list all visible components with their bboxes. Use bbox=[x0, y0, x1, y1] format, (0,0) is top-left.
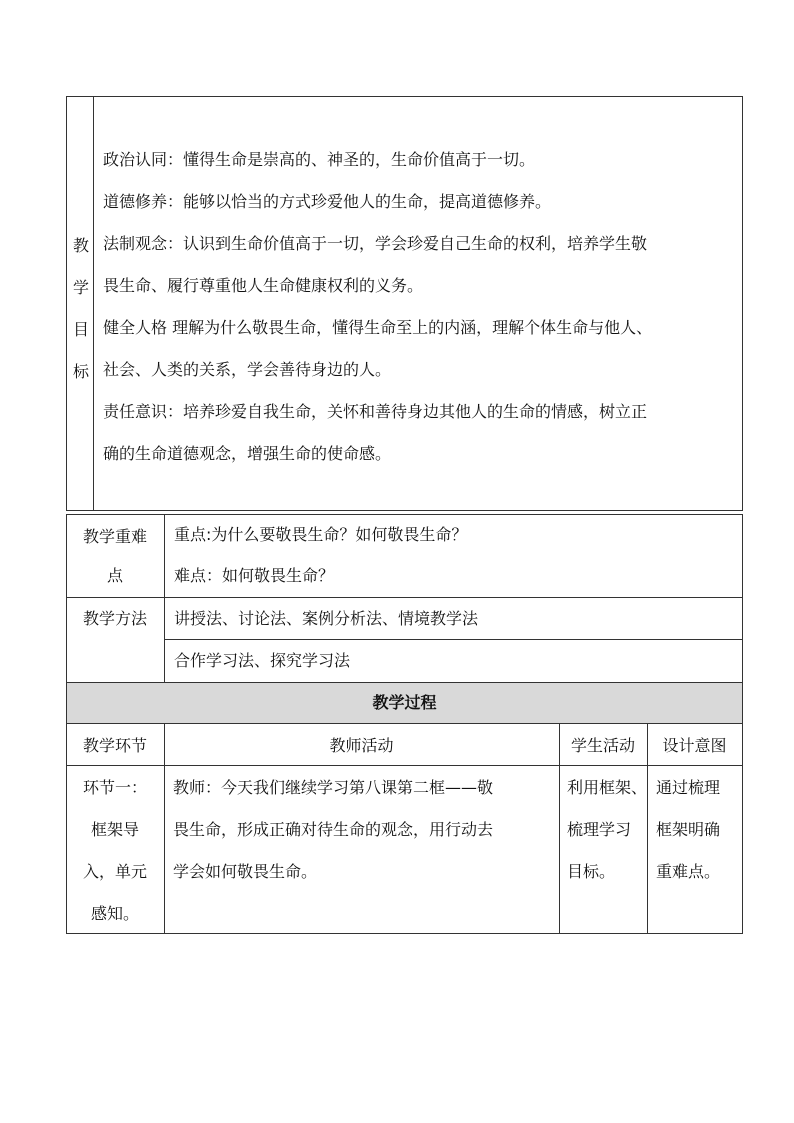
points-right-border bbox=[742, 514, 743, 683]
points-row-border bbox=[66, 597, 743, 598]
difficult-point-text: 难点：如何敬畏生命？ bbox=[174, 566, 335, 585]
method-label: 教学方法 bbox=[82, 609, 147, 628]
goals-label-char: 标 bbox=[72, 362, 89, 381]
method-line1: 讲授法、讨论法、案例分析法、情境教学法 bbox=[174, 609, 479, 628]
student-line: 梳理学习 bbox=[567, 820, 632, 839]
stage-line: 入，单元 bbox=[82, 862, 147, 881]
stage-line: 框架导 bbox=[90, 820, 139, 839]
intent-line: 框架明确 bbox=[656, 820, 721, 839]
teacher-line: 畏生命，形成正确对待生命的观念，用行动去 bbox=[173, 820, 494, 839]
difficulty-label-line1: 教学重难 bbox=[82, 527, 147, 546]
goal-line: 政治认同：懂得生命是崇高的、神圣的，生命价值高于一切。 bbox=[103, 150, 536, 169]
goal-line: 健全人格 理解为什么敬畏生命，懂得生命至上的内涵，理解个体生命与他人、 bbox=[103, 318, 653, 337]
difficulty-label-line2: 点 bbox=[106, 566, 123, 585]
stage-line: 环节一： bbox=[82, 778, 147, 797]
process-header-border bbox=[66, 765, 743, 766]
process-right-border bbox=[742, 682, 743, 934]
goal-line: 责任意识：培养珍爱自我生命，关怀和善待身边其他人的生命的情感，树立正 bbox=[103, 402, 648, 421]
student-line: 目标。 bbox=[567, 862, 616, 881]
goals-label-char: 教 bbox=[72, 236, 89, 255]
goals-bottom-border bbox=[66, 510, 743, 511]
header-stage: 教学环节 bbox=[82, 736, 147, 755]
intent-line: 重难点。 bbox=[656, 862, 721, 881]
method-line2: 合作学习法、探究学习法 bbox=[174, 651, 351, 670]
table-border-left bbox=[66, 96, 67, 511]
goals-divider bbox=[93, 96, 94, 511]
teacher-line: 学会如何敬畏生命。 bbox=[173, 862, 318, 881]
process-left-border bbox=[66, 682, 67, 934]
goal-line: 社会、人类的关系，学会善待身边的人。 bbox=[103, 360, 392, 379]
key-point-text: 重点:为什么要敬畏生命？如何敬畏生命？ bbox=[174, 525, 468, 544]
header-intent: 设计意图 bbox=[662, 736, 727, 755]
goals-label-char: 目 bbox=[72, 320, 89, 339]
goal-line: 确的生命道德观念，增强生命的使命感。 bbox=[103, 444, 392, 463]
goal-line: 法制观念：认识到生命价值高于一切，学会珍爱自己生命的权利，培养学生敬 bbox=[103, 234, 648, 253]
intent-line: 通过梳理 bbox=[656, 778, 721, 797]
header-teacher: 教师活动 bbox=[329, 736, 394, 755]
method-row-border bbox=[164, 639, 743, 640]
table-border-top bbox=[66, 96, 743, 97]
teacher-line: 教师：今天我们继续学习第八课第二框——敬 bbox=[173, 778, 494, 797]
process-title: 教学过程 bbox=[372, 693, 437, 712]
process-bottom-border bbox=[66, 933, 743, 934]
process-top-border bbox=[66, 682, 743, 683]
student-line: 利用框架、 bbox=[567, 778, 648, 797]
goal-line: 道德修养：能够以恰当的方式珍爱他人的生命，提高道德修养。 bbox=[103, 192, 552, 211]
goals-label-char: 学 bbox=[72, 278, 89, 297]
goal-line: 畏生命、履行尊重他人生命健康权利的义务。 bbox=[103, 276, 424, 295]
process-title-border bbox=[66, 723, 743, 724]
table-border-right bbox=[742, 96, 743, 511]
stage-line: 感知。 bbox=[90, 904, 139, 923]
points-top-border bbox=[66, 514, 743, 515]
header-student: 学生活动 bbox=[570, 736, 635, 755]
points-divider bbox=[164, 514, 165, 683]
